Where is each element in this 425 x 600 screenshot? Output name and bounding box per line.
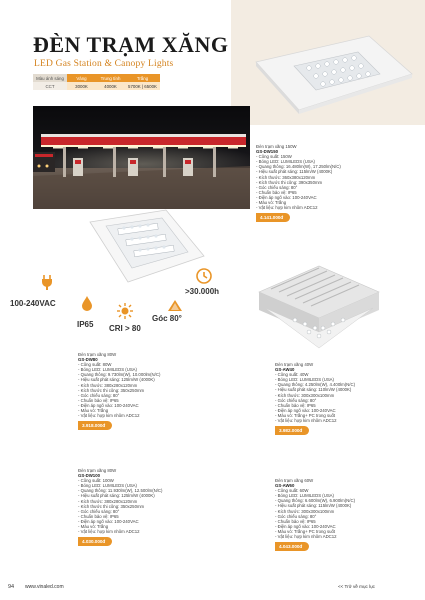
cct-value-warm: 3000K xyxy=(67,82,96,90)
spec-item: - Hiệu suất phát sáng: 125lm/W (4000K) xyxy=(78,493,243,498)
spec-item: - Góc chiếu sáng: 80° xyxy=(78,393,243,398)
cct-table-value-row xyxy=(33,82,160,90)
product-spec-gs-dw80 xyxy=(78,352,243,430)
spec-item: - Quang thông: 9.730lm(W), 10.000lm(N/C) xyxy=(78,372,243,377)
price-badge: 3.982.000đ xyxy=(275,426,309,435)
cct-value-cool: 5700K | 6500K xyxy=(125,82,160,90)
cct-row-label: CCT xyxy=(33,82,67,90)
spec-item: - Hiệu suất phát sáng: 125lm/W (4000K) xyxy=(78,377,243,382)
product-name: Đèn trạm xăng 80W xyxy=(78,352,117,357)
spec-item: - Vật liệu: hợp kim nhôm ADC12 xyxy=(78,413,243,418)
product-image-gs-dw80 xyxy=(88,208,206,289)
spec-item: - Vật liệu: hợp kim nhôm ADC12 xyxy=(256,205,421,210)
spec-item: - Công suất: 40W xyxy=(275,372,420,377)
spec-item: - Vật liệu: hợp kim nhôm ADC12 xyxy=(275,418,420,423)
cct-header-label: Màu ánh sáng xyxy=(33,74,67,82)
spec-item: - Hiệu suất phát sáng: 115lm/W (4000K) xyxy=(275,503,420,508)
spec-item: - Chuẩn bảo vệ: IP65 xyxy=(275,403,420,408)
cct-value-neutral: 4000K xyxy=(96,82,125,90)
feature-ip-label: IP65 xyxy=(77,320,94,329)
product-code: GS-AW60 xyxy=(275,483,295,489)
spec-item: - Quang thông: 4.250lm(W), 4.400lm(N/C) xyxy=(275,382,420,387)
spec-item: - Kích thước: 380x280x120mm xyxy=(78,383,243,388)
product-spec-gs-aw60 xyxy=(275,478,420,551)
website-link[interactable]: www.vinaled.com xyxy=(25,584,64,590)
back-to-contents-link[interactable]: << Trở về mục lục xyxy=(338,584,375,589)
spec-item: - Điện áp ngõ vào: 100-240VAC xyxy=(275,408,420,413)
spec-item: - Bóng LED: LUMILEDS (USA) xyxy=(256,159,421,164)
spec-item: - Góc chiếu sáng: 80° xyxy=(275,514,420,519)
gas-station-photo xyxy=(33,106,250,209)
spec-item: - Màu vỏ: Trắng+ PC trong suốt xyxy=(275,413,420,418)
cct-header-cool: Trắng xyxy=(125,74,160,82)
spec-item: - Công suất: 80W xyxy=(78,362,243,367)
spec-item: - Quang thông: 11.930lm(W), 12.500lm(N/C) xyxy=(78,488,243,493)
product-name: Đèn trạm xăng 60W xyxy=(275,478,314,483)
spec-item: - Quang thông: 16.480lm(W), 17.250lm(N/C) xyxy=(256,164,421,169)
page-subtitle: LED Gas Station & Canopy Lights xyxy=(34,59,174,69)
spec-item: - Kích thước: 300x300x100mm xyxy=(275,393,420,398)
cct-header-neutral: Trung tính xyxy=(96,74,125,82)
product-spec-gs-dw100 xyxy=(78,468,243,546)
price-badge: 3.918.000đ xyxy=(78,421,112,430)
spec-item: - Công suất: 150W xyxy=(256,154,421,159)
spec-item: - Vật liệu: hợp kim nhôm ADC12 xyxy=(78,529,243,534)
spec-item: - Điện áp ngõ vào: 100-240VAC xyxy=(256,195,421,200)
feature-lifetime-label: >30.000h xyxy=(185,287,220,296)
spec-item: - Điện áp ngõ vào: 100-240VAC xyxy=(275,524,420,529)
clock-icon xyxy=(196,268,212,284)
product-code: GS-DW150 xyxy=(256,149,278,155)
spec-item: - Chuẩn bảo vệ: IP65 xyxy=(256,190,421,195)
spec-item: - Bóng LED: LUMILEDS (USA) xyxy=(78,367,243,372)
spec-item: - Vật liệu: hợp kim nhôm ADC12 xyxy=(275,534,420,539)
power-plug-icon xyxy=(40,274,54,290)
feature-cri-label: CRI > 80 xyxy=(109,324,141,333)
product-image-gs-dw150 xyxy=(254,34,414,124)
cct-table xyxy=(33,74,160,90)
spec-item: - Bóng LED: LUMILEDS (USA) xyxy=(275,493,420,498)
price-badge: 4.043.000đ xyxy=(275,542,309,551)
product-code: GS-DW80 xyxy=(78,357,98,363)
price-badge: 4.141.000đ xyxy=(256,213,290,222)
spec-list xyxy=(256,154,421,210)
spec-item: - Góc chiếu sáng: 80° xyxy=(256,185,421,190)
spec-list xyxy=(275,372,420,423)
product-image-gs-aw xyxy=(255,262,383,355)
cct-table-header-row xyxy=(33,74,160,82)
spec-list xyxy=(78,478,243,534)
spec-item: - Bóng LED: LUMILEDS (USA) xyxy=(275,377,420,382)
spec-item: - Điện áp ngõ vào: 100-240VAC xyxy=(78,519,243,524)
product-name: Đèn trạm xăng 40W xyxy=(275,362,314,367)
product-name: Đèn trạm xăng 150W xyxy=(256,144,297,149)
product-spec-gs-aw40 xyxy=(275,362,420,435)
product-code: GS-DW100 xyxy=(78,473,100,479)
spec-item: - Kích thước: 300x300x100mm xyxy=(275,509,420,514)
spec-item: - Bóng LED: LUMILEDS (USA) xyxy=(78,483,243,488)
page-number: 94 xyxy=(8,584,15,590)
spec-item: - Màu vỏ: Trắng xyxy=(78,524,243,529)
spec-list xyxy=(78,362,243,418)
spec-item: - Công suất: 60W xyxy=(275,488,420,493)
spec-item: - Màu vỏ: Trắng+ PC trong suốt xyxy=(275,529,420,534)
page-title: ĐÈN TRẠM XĂNG xyxy=(33,32,229,57)
spec-item: - Góc chiếu sáng: 80° xyxy=(78,509,243,514)
spec-item: - Kích thước thi công: 350x250mm xyxy=(78,388,243,393)
spec-item: - Hiệu suất phát sáng: 115lm/W (4000K) xyxy=(256,169,421,174)
price-badge: 4.030.000đ xyxy=(78,537,112,546)
spec-item: - Điện áp ngõ vào: 100-240VAC xyxy=(78,403,243,408)
spec-list xyxy=(275,488,420,539)
spec-item: - Quang thông: 6.600lm(W), 6.900lm(N/C) xyxy=(275,498,420,503)
beam-angle-icon xyxy=(167,300,183,312)
spec-item: - Góc chiếu sáng: 80° xyxy=(275,398,420,403)
water-drop-icon xyxy=(81,295,93,311)
spec-item: - Kích thước thi công: 350x250mm xyxy=(78,504,243,509)
feature-angle-label: Góc 80° xyxy=(152,314,182,323)
spec-item: - Chuẩn bảo vệ: IP65 xyxy=(275,519,420,524)
spec-item: - Chuẩn bảo vệ: IP65 xyxy=(78,398,243,403)
spec-item: - Công suất: 100W xyxy=(78,478,243,483)
spec-item: - Kích thước thi công: 390x350mm xyxy=(256,180,421,185)
spec-item: - Kích thước: 360x380x120mm xyxy=(256,175,421,180)
product-spec-gs-dw150 xyxy=(256,144,421,222)
spec-item: - Chuẩn bảo vệ: IP65 xyxy=(78,514,243,519)
feature-voltage-label: 100-240VAC xyxy=(10,299,56,308)
spec-item: - Màu vỏ: Trắng xyxy=(78,408,243,413)
sun-icon xyxy=(117,303,133,319)
spec-item: - Màu vỏ: Trắng xyxy=(256,200,421,205)
cct-header-warm: Vàng xyxy=(67,74,96,82)
product-name: Đèn trạm xăng 80W xyxy=(78,468,117,473)
spec-item: - Kích thước: 380x280x120mm xyxy=(78,499,243,504)
spec-item: - Hiệu suất phát sáng: 110lm/W (4000K) xyxy=(275,387,420,392)
product-code: GS-AW40 xyxy=(275,367,295,373)
